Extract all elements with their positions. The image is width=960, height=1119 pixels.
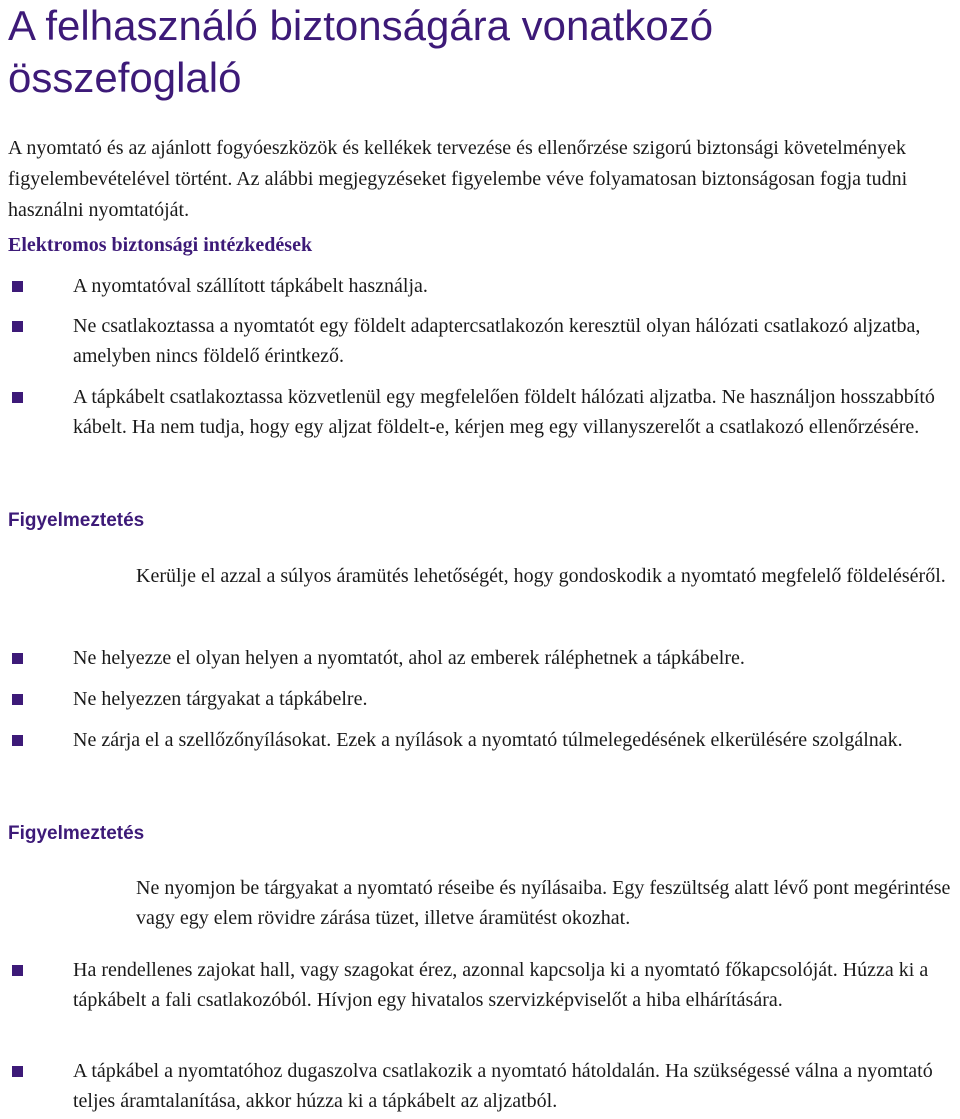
page-title: A felhasználó biztonságára vonatkozó összefoglaló — [8, 2, 714, 101]
list2-item-2: Ne helyezzen tárgyakat a tápkábelre. — [73, 688, 368, 710]
bullet-square-icon — [12, 653, 23, 664]
bullet-square-icon — [12, 281, 23, 292]
list3-item-2: A tápkábel a nyomtatóhoz dugaszolva csatlakozik a nyomtató hátoldalán. Ha szükségessé válna a nyomtató teljes áramtalanítása, akkor húzza ki a tápkábelt az aljzatból. — [73, 1060, 933, 1112]
bullet-square-icon — [12, 965, 23, 976]
electrical-safety-heading: Elektromos biztonsági intézkedések — [8, 234, 313, 256]
intro-paragraph: A nyomtató és az ajánlott fogyóeszközök és kellékek tervezése és ellenőrzése szigorú biztonsági követelmények figyelembevételével történt. Az alábbi megjegyzéseket figyelembe véve folyamatosan biztonságosan fogja tudni használni nyomtatóját. — [8, 137, 908, 221]
list3-item-1: Ha rendellenes zajokat hall, vagy szagokat érez, azonnal kapcsolja ki a nyomtató főkapcsolóját. Húzza ki a tápkábelt a fali csatlakozóból. Hívjon egy hivatalos szervizképviselőt a hiba elhárítására. — [73, 959, 929, 1011]
list2-item-3: Ne zárja el a szellőzőnyílásokat. Ezek a nyílások a nyomtató túlmelegedésének elkerülésére szolgálnak. — [73, 729, 903, 751]
bullet-square-icon — [12, 735, 23, 746]
warning-heading-2: Figyelmeztetés — [8, 823, 145, 844]
electrical-item-3: A tápkábelt csatlakoztassa közvetlenül egy megfelelően földelt hálózati aljzatba. Ne használjon hosszabbító kábelt. Ha nem tudja, hogy egy aljzat földelt-e, kérjen meg egy villanyszerelőt a csatlakozó ellenőrzésére. — [73, 386, 935, 438]
electrical-item-2: Ne csatlakoztassa a nyomtatót egy földelt adaptercsatlakozón keresztül olyan hálózati csatlakozó aljzatba, amelyben nincs földelő érintkező. — [73, 315, 921, 367]
bullet-square-icon — [12, 694, 23, 705]
list2-item-1: Ne helyezze el olyan helyen a nyomtatót, ahol az emberek ráléphetnek a tápkábelre. — [73, 647, 745, 669]
electrical-item-1: A nyomtatóval szállított tápkábelt használja. — [73, 275, 428, 297]
warning-text-2: Ne nyomjon be tárgyakat a nyomtató réseibe és nyílásaiba. Egy feszültség alatt lévő pont megérintése vagy egy elem rövidre zárása tüzet, illetve áramütést okozhat. — [136, 877, 951, 929]
bullet-square-icon — [12, 1066, 23, 1077]
bullet-square-icon — [12, 321, 23, 332]
warning-heading-1: Figyelmeztetés — [8, 510, 145, 531]
bullet-square-icon — [12, 392, 23, 403]
warning-text-1: Kerülje el azzal a súlyos áramütés lehetőségét, hogy gondoskodik a nyomtató megfelelő földeléséről. — [136, 565, 946, 587]
